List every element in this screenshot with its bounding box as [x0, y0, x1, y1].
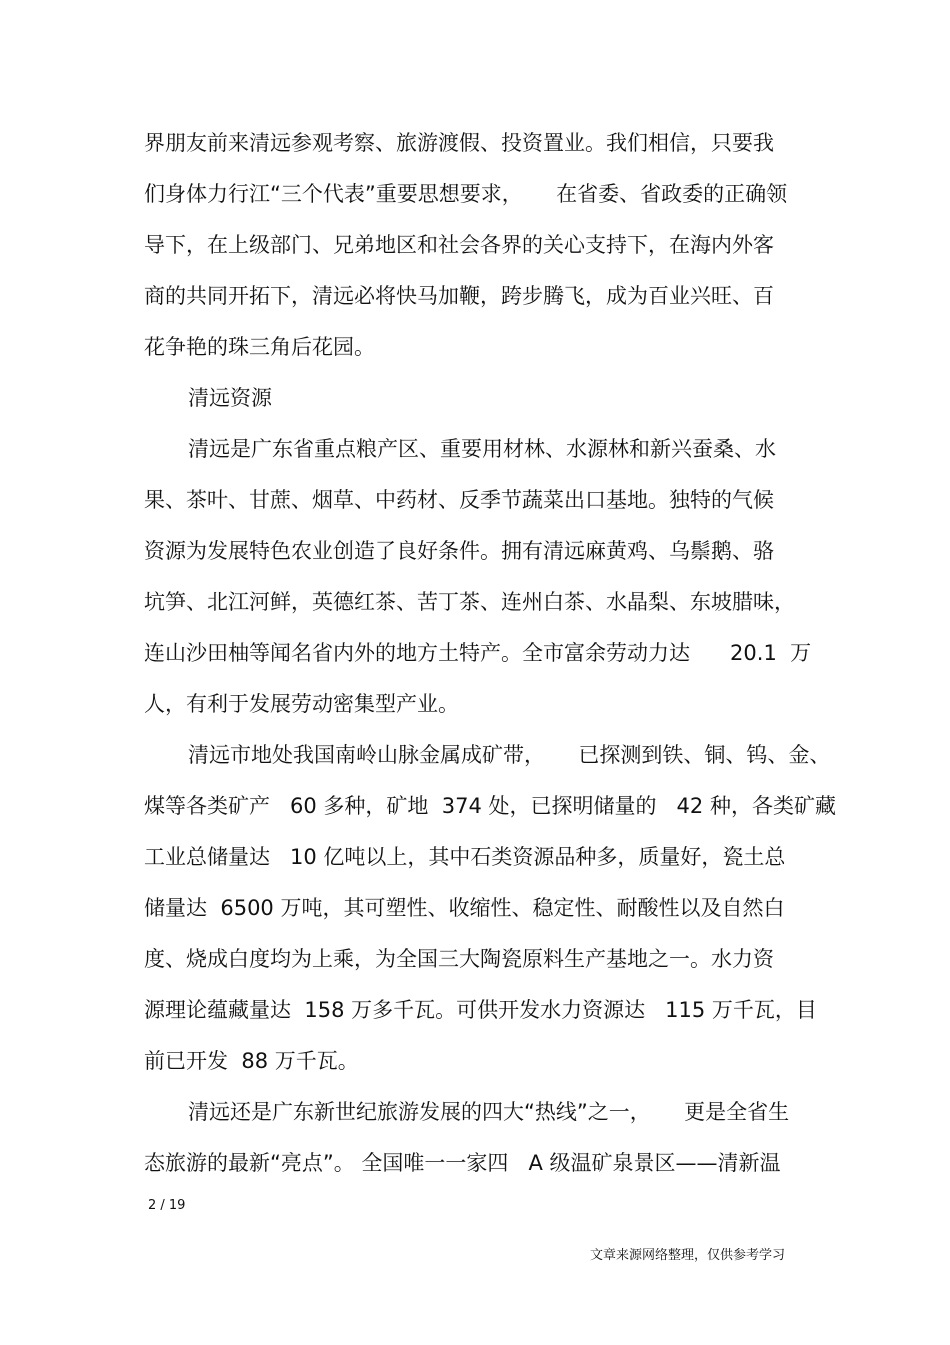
text-line: 界朋友前来清远参观考察、旅游渡假、投资置业。我们相信，只要我	[144, 131, 774, 155]
body-text	[144, 118, 836, 1189]
text-line: 商的共同开拓下，清远必将快马加鞭，跨步腾飞，成为百业兴旺、百	[144, 284, 774, 308]
text-line: 花争艳的珠三角后花园。	[144, 335, 375, 359]
text-line: 导下，在上级部门、兄弟地区和社会各界的关心支持下，在海内外客	[144, 233, 774, 257]
page-number: 2 / 19	[148, 1198, 186, 1213]
text-line: 清远还是广东新世纪旅游发展的四大“热线”之一， 更是全省生	[188, 1100, 790, 1124]
text-line: 工业总储量达 10 亿吨以上，其中石类资源品种多，质量好，瓷土总	[144, 845, 786, 869]
text-line: 连山沙田柚等闻名省内外的地方土特产。全市富余劳动力达 20.1 万	[144, 641, 812, 665]
text-line: 坑笋、北江河鲜，英德红茶、苦丁茶、连州白茶、水晶梨、东坡腊味，	[144, 590, 795, 614]
text-line: 们身体力行江“三个代表”重要思想要求， 在省委、省政委的正确领	[144, 182, 788, 206]
text-line: 果、茶叶、甘蔗、烟草、中药材、反季节蔬菜出口基地。独特的气候	[144, 488, 774, 512]
text-line: 储量达 6500 万吨，其可塑性、收缩性、稳定性、耐酸性以及自然白	[144, 896, 785, 920]
text-line: 清远市地处我国南岭山脉金属成矿带， 已探测到铁、铜、钨、金、	[188, 743, 831, 767]
text-line: 态旅游的最新“亮点”。 全国唯一一家四 A 级温矿泉景区——清新温	[144, 1151, 781, 1175]
text-line: 度、烧成白度均为上乘，为全国三大陶瓷原料生产基地之一。水力资	[144, 947, 774, 971]
text-line: 煤等各类矿产 60 多种，矿地 374 处，已探明储量的 42 种，各类矿藏	[144, 794, 836, 818]
footer-note: 文章来源网络整理，仅供参考学习	[590, 1248, 786, 1263]
text-line: 前已开发 88 万千瓦。	[144, 1049, 359, 1073]
text-line: 人，有利于发展劳动密集型产业。	[144, 692, 459, 716]
section-heading: 清远资源	[188, 386, 272, 410]
text-line: 资源为发展特色农业创造了良好条件。拥有清远麻黄鸡、乌鬃鹅、骆	[144, 539, 774, 563]
text-line: 清远是广东省重点粮产区、重要用材林、水源林和新兴蚕桑、水	[188, 437, 776, 461]
text-line: 源理论蕴藏量达 158 万多千瓦。可供开发水力资源达 115 万千瓦，目	[144, 998, 817, 1022]
